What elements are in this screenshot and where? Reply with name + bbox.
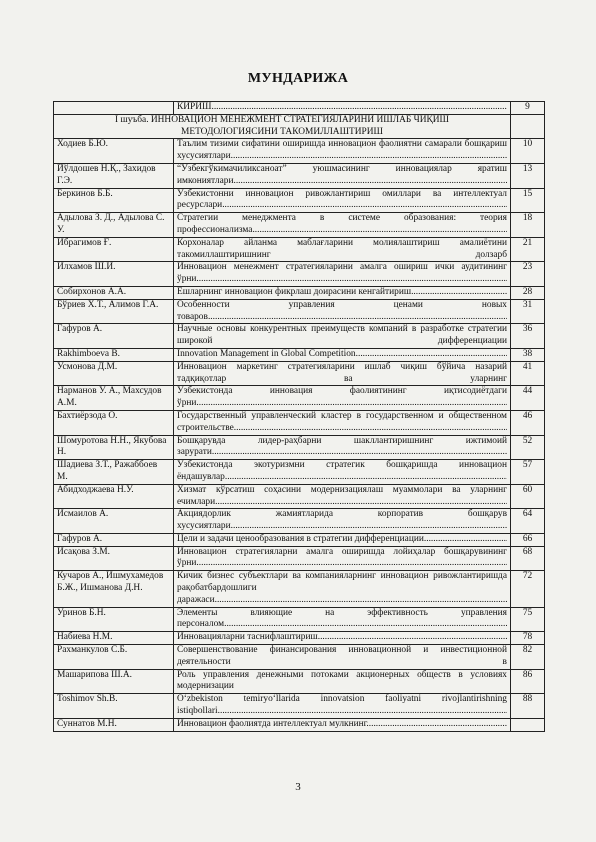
author-cell: Кучаров А., Ишмухамедов Б.Ж., Ишманова Д.Н. — [54, 571, 174, 607]
page-number: 3 — [295, 781, 301, 793]
toc-row — [54, 546, 545, 571]
toc-row — [54, 645, 545, 670]
toc-row — [54, 213, 545, 238]
entry-title: Научные основы конкурентных преимуществ компаний в разработке стратегии широкой дифференциации — [177, 324, 507, 347]
entry-title: Инновацион маркетинг стратегияларини ишлаб чиқиш бўйича назарий тадқиқотлар ва уларнинг — [177, 361, 507, 384]
page-cell: 41 — [511, 361, 545, 386]
entry-title: Бошқарувда лидер-раҳбарни шакллантиришнинг ижтимоий зарурати — [177, 435, 507, 458]
author-cell: Гафуров А. — [54, 533, 174, 546]
title-cell — [174, 484, 511, 509]
leader-dots — [196, 274, 507, 284]
title-cell — [174, 435, 511, 460]
entry-title: Ўзбекистонни инновацион ривожлантириш омиллари ва интеллектуал ресурслари — [177, 188, 507, 211]
leader-dots — [231, 521, 507, 531]
section-heading — [54, 114, 511, 139]
entry-title: Innovation Management in Global Competition — [177, 348, 356, 359]
page-cell: 13 — [511, 163, 545, 188]
page-cell: 68 — [511, 546, 545, 571]
page-cell: 44 — [511, 386, 545, 411]
leader-dots — [225, 472, 507, 482]
intro-row — [54, 102, 545, 115]
toc-row — [54, 669, 545, 694]
page-cell: 64 — [511, 509, 545, 534]
author-cell: Ибрагимов Ғ. — [54, 237, 174, 262]
toc-row — [54, 262, 545, 287]
author-cell: Абидходжаева Н.У. — [54, 484, 174, 509]
toc-row — [54, 348, 545, 361]
author-cell: Усмонова Д.М. — [54, 361, 174, 386]
title-cell — [174, 361, 511, 386]
title-cell — [174, 669, 511, 694]
page-cell: 23 — [511, 262, 545, 287]
entry-title: Государственный управленческий кластер в государственном и общественном строительстве — [177, 410, 507, 433]
entry-title: Цели и задачи ценообразования в стратегии дифференциации. — [177, 533, 427, 544]
leader-dots — [252, 225, 507, 235]
title-cell — [174, 213, 511, 238]
title-cell — [174, 546, 511, 571]
title-cell — [174, 718, 511, 731]
entry-title: Инновацион фаолиятда интеллектуал мулкнинг — [177, 718, 367, 729]
toc-row — [54, 139, 545, 164]
section-heading-line: МЕТОДОЛОГИЯСИНИ ТАКОМИЛЛАШТИРИШ — [181, 126, 383, 137]
leader-dots — [222, 200, 507, 210]
author-cell: Набиева Н.М. — [54, 632, 174, 645]
toc-row — [54, 299, 545, 324]
author-cell: Суннатов М.Н. — [54, 718, 174, 731]
leader-dots — [208, 312, 507, 322]
title-cell — [174, 324, 511, 349]
page-cell: 28 — [511, 286, 545, 299]
author-cell: Беркинов Б.Б. — [54, 188, 174, 213]
author-cell: Rakhimboeva B. — [54, 348, 174, 361]
title-cell — [174, 237, 511, 262]
entry-title: Кичик бизнес субъектлари ва компанияларнинг инновацион ривожлантиришда рақобатбардошлиги даражаси — [177, 571, 507, 605]
page-title: МУНДАРИЖА — [247, 71, 349, 86]
leader-dots — [233, 176, 507, 186]
author-cell: Илхамов Ш.И. — [54, 262, 174, 287]
leader-dots — [426, 534, 507, 544]
toc-row — [54, 460, 545, 485]
entry-title: Инновацион стратегияларни амалга оширишда лойиҳалар бошқарувининг ўрни — [177, 546, 507, 569]
leader-dots — [212, 447, 507, 457]
leader-dots — [356, 349, 507, 359]
entry-title: Ёшларнинг инновацион фикрлаш доирасини кенгайтириш — [177, 286, 412, 297]
page-cell: 57 — [511, 460, 545, 485]
title-cell — [174, 102, 511, 115]
toc-row — [54, 533, 545, 546]
author-cell: Уринов Б.Н. — [54, 607, 174, 632]
author-cell: Адылова З. Д., Адылова С. У. — [54, 213, 174, 238]
entry-title: Совершенствование финансирования инновационной и инвестиционной деятельности в — [177, 645, 507, 667]
toc-row — [54, 324, 545, 349]
leader-dots — [196, 398, 507, 408]
entry-title: Таълим тизими сифатини оширишда инновацион фаолиятни самарали бошқариш хусусиятлари — [177, 139, 507, 162]
author-cell: Исақова З.М. — [54, 546, 174, 571]
title-cell — [174, 386, 511, 411]
leader-dots — [411, 287, 507, 297]
table-of-contents — [53, 101, 545, 732]
title-cell — [174, 571, 511, 607]
entry-title: O‘zbekiston temiryo‘llarida innovatsion faoliyatni rivojlantirishning istiqbollari — [177, 694, 507, 717]
title-cell — [174, 607, 511, 632]
title-cell — [174, 299, 511, 324]
entry-title: Элементы влияющие на эффективность управления персоналом — [177, 607, 507, 630]
title-cell — [174, 348, 511, 361]
page-cell — [511, 718, 545, 731]
toc-row — [54, 163, 545, 188]
page-cell — [511, 114, 545, 139]
entry-title: Инновацияларни таснифлаштириш — [177, 632, 318, 643]
page-cell: 66 — [511, 533, 545, 546]
entry-title: Акциядорлик жамиятларида корпоратив бошқарув хусусиятлари — [177, 509, 507, 532]
toc-row — [54, 571, 545, 607]
toc-row — [54, 410, 545, 435]
page-cell: 88 — [511, 694, 545, 719]
page-cell: 38 — [511, 348, 545, 361]
toc-row — [54, 632, 545, 645]
title-cell — [174, 188, 511, 213]
leader-dots — [215, 595, 507, 605]
toc-row — [54, 435, 545, 460]
title-cell — [174, 410, 511, 435]
author-cell: Исмаилов А. — [54, 509, 174, 534]
entry-title: “Ўзбекгўкимачиликсаноат” уюшмасининг инновациялар яратиш имкониятлари — [177, 163, 507, 186]
page-cell: 78 — [511, 632, 545, 645]
toc-row — [54, 286, 545, 299]
toc-row — [54, 607, 545, 632]
page-cell: 9 — [511, 102, 545, 115]
page-cell: 21 — [511, 237, 545, 262]
section-heading-line: I шуъба. ИННОВАЦИОН МЕНЕЖМЕНТ СТРАТЕГИЯЛАРИНИ ИШЛАБ ЧИҚИШ — [115, 114, 449, 125]
entry-title: Особенности управления ценами новых товаров — [177, 299, 507, 322]
entry-title: Инновацион менежмент стратегияларини амалга ошириш ички аудитининг ўрни — [177, 262, 507, 285]
page-cell: 15 — [511, 188, 545, 213]
page-cell: 60 — [511, 484, 545, 509]
section-row — [54, 114, 545, 139]
author-cell: Шомуротова Н.Н., Якубова Н. — [54, 435, 174, 460]
author-cell — [54, 102, 174, 115]
leader-dots — [224, 619, 507, 629]
author-cell: Машарипова Ш.А. — [54, 669, 174, 694]
page-cell: 86 — [511, 669, 545, 694]
toc-row — [54, 694, 545, 719]
title-cell — [174, 286, 511, 299]
toc-row — [54, 509, 545, 534]
page-cell: 10 — [511, 139, 545, 164]
title-cell — [174, 509, 511, 534]
author-cell: Toshimov Sh.B. — [54, 694, 174, 719]
page-cell: 82 — [511, 645, 545, 670]
toc-row — [54, 386, 545, 411]
toc-row — [54, 484, 545, 509]
page-cell: 75 — [511, 607, 545, 632]
entry-title: КИРИШ — [177, 102, 212, 112]
leader-dots — [196, 558, 507, 568]
page-cell: 18 — [511, 213, 545, 238]
entry-title: Ўзбекистонда инновация фаолиятининг иқтисодиётдаги ўрни — [177, 386, 507, 409]
leader-dots — [234, 423, 507, 433]
page-cell: 72 — [511, 571, 545, 607]
entry-title: Ўзбекистонда экотуризмни стратегик бошқаришда инновацион ёндашувлар — [177, 460, 507, 482]
author-cell: Нарманов У. А., Махсудов А.М. — [54, 386, 174, 411]
leader-dots — [318, 632, 507, 642]
toc-row — [54, 188, 545, 213]
page-cell: 52 — [511, 435, 545, 460]
page-cell: 46 — [511, 410, 545, 435]
page-cell: 36 — [511, 324, 545, 349]
title-cell — [174, 163, 511, 188]
author-cell: Гафуров А. — [54, 324, 174, 349]
leader-dots — [211, 102, 507, 112]
author-cell: Бахтиёрзода О. — [54, 410, 174, 435]
title-cell — [174, 139, 511, 164]
toc-row — [54, 361, 545, 386]
title-cell — [174, 533, 511, 546]
leader-dots — [215, 497, 507, 507]
title-cell — [174, 262, 511, 287]
author-cell: Рахманкулов С.Б. — [54, 645, 174, 670]
toc-row — [54, 718, 545, 731]
leader-dots — [366, 719, 507, 729]
title-cell — [174, 645, 511, 670]
entry-title: Хизмат кўрсатиш соҳасини модернизациялаш муаммолари ва уларнинг ечимлари — [177, 484, 507, 507]
author-cell: Собирхонов А.А. — [54, 286, 174, 299]
author-cell: Шадиева З.Т., Ражаббоев М. — [54, 460, 174, 485]
title-cell — [174, 632, 511, 645]
author-cell: Йўлдошев Н.Қ., Захидов Г.Э. — [54, 163, 174, 188]
leader-dots — [218, 706, 507, 716]
entry-title: Роль управления денежными потоками акционерных обществ в условиях модернизации — [177, 669, 507, 692]
author-cell: Бўриев Х.Т., Алимов Г.А. — [54, 299, 174, 324]
toc-row — [54, 237, 545, 262]
page-cell: 31 — [511, 299, 545, 324]
author-cell: Ходиев Б.Ю. — [54, 139, 174, 164]
leader-dots — [231, 151, 507, 161]
entry-title: Корхоналар айланма маблағларини молиялаштириш амалиётини такомиллаштиришнинг долзарб — [177, 237, 507, 260]
title-cell — [174, 460, 511, 485]
entry-title: Стратегии менеджмента в системе образования: теория профессионализма — [177, 213, 507, 235]
title-cell — [174, 694, 511, 719]
